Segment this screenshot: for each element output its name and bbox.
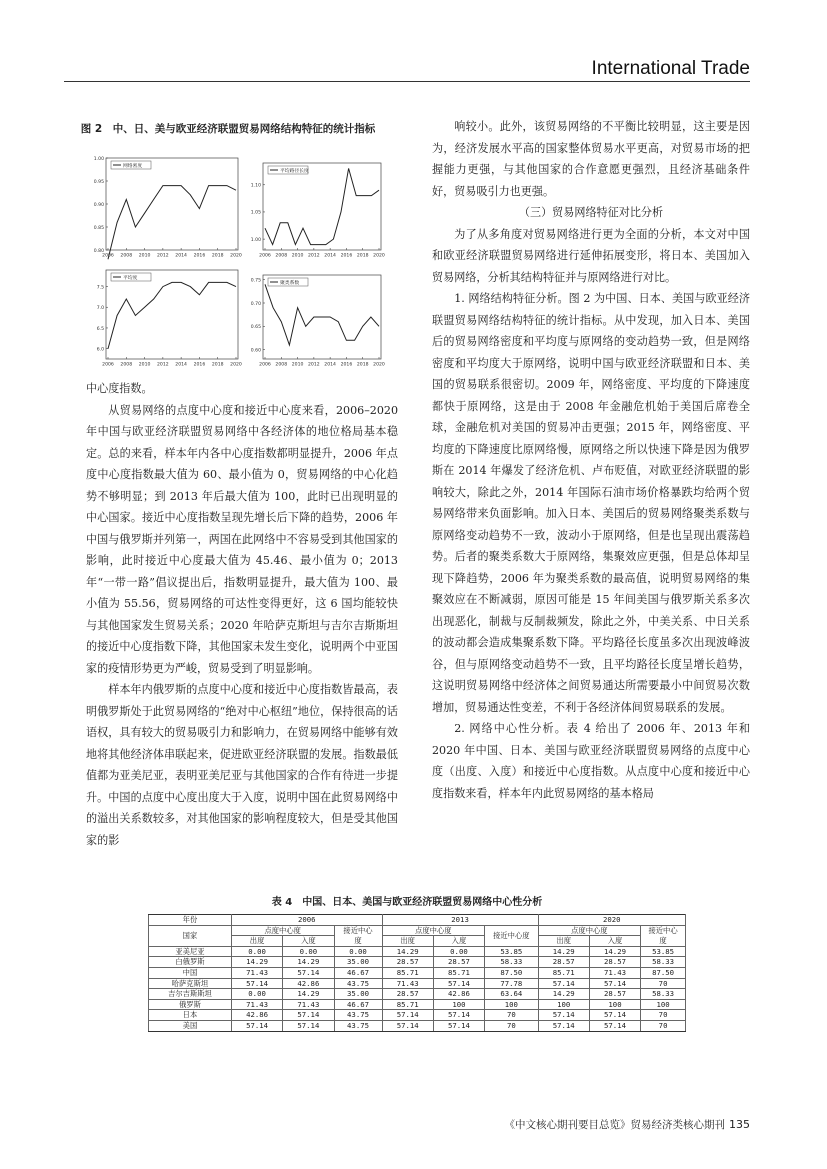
table-row: [149, 1020, 686, 1031]
table-year-row: [149, 915, 686, 926]
value-cell: 71.43: [231, 967, 282, 978]
value-cell: 87.50: [641, 967, 686, 978]
value-cell: 28.57: [382, 989, 433, 1000]
legend-label: 平均度: [123, 276, 138, 281]
country-cell: 日本: [149, 1010, 232, 1021]
y-tick-label: 1.10: [250, 183, 261, 189]
value-cell: 85.71: [433, 967, 484, 978]
y-tick-label: 1.05: [250, 210, 261, 216]
y-tick-label: 0.90: [93, 202, 104, 208]
centrality-table: [148, 914, 686, 1032]
x-tick-label: 2018: [356, 362, 369, 368]
value-cell: 100: [433, 999, 484, 1010]
left-paragraph-1: 中心度指数。: [86, 382, 153, 395]
x-tick-label: 2020: [373, 253, 385, 259]
value-cell: 14.29: [589, 946, 640, 957]
x-tick-label: 2008: [120, 253, 133, 259]
closeness-header-2013-text: 接近中心度: [493, 930, 530, 940]
out-degree-header: 出度: [382, 936, 433, 947]
value-cell: 57.14: [231, 978, 282, 989]
table-row: [149, 957, 686, 968]
value-cell: 0.00: [231, 989, 282, 1000]
value-cell: 57.14: [283, 1020, 334, 1031]
x-tick-label: 2020: [373, 362, 385, 368]
year-cell-2020: 2020: [538, 915, 685, 926]
right-paragraph-3: 1. 网络结构特征分析。图 2 为中国、日本、美国与欧亚经济联盟贸易网络结构特征的统计指标。从中发现，加入日本、美国后的贸易网络密度和平均度与原网络的变动趋势一致，但是网络密度和平均度大于原网络，说明中国与欧亚经济联盟和日本、美国的贸易联系很密切。2009 年，网络密度、平均度的下降速度都快于原网络，这是由于 2008 年金融危机始于美国后席卷全球，金融危机对美国的贸易冲击更强；2015 年，网络密度、平均度的下降速度比原网络慢，原网络之所以快速下降是因为俄罗斯在 2014 年爆发了经济危机、卢布贬值，对欧亚经济联盟的影响较大，除此之外，2014 年国际石油市场价格暴跌均给两个贸易网络带来负面影响。加入日本、美国后的贸易网络聚类系数与原网络变动趋势不一致，波动小于原网络，但是也呈现出震荡趋势。后者的聚类系数大于原网络，集聚效应更强，但是总体却呈现下降趋势，2006 年为聚类系数的最高值，说明贸易网络的集聚效应在不断减弱，原因可能是 15 年间美国与俄罗斯关系多次出现恶化，制裁与反制裁频发，除此之外，中美关系、中日关系的波动都会造成集聚系数下降。平均路径长度虽多次出现波峰波谷，但与原网络变动趋势不一致，且平均路径长度呈增长趋势，这说明贸易网络中经济体之间贸易通达所需要最小中间贸易次数增加，贸易通达性变差，不利于各经济体间贸易联系的发展。: [432, 292, 750, 714]
in-degree-header: 入度: [589, 936, 640, 947]
table-row: [149, 999, 686, 1010]
value-cell: 57.14: [283, 1010, 334, 1021]
country-cell: 美国: [149, 1020, 232, 1031]
x-tick-label: 2014: [175, 253, 187, 259]
in-degree-header: 入度: [283, 936, 334, 947]
chart-average-path-length-svg: [243, 159, 385, 261]
y-tick-label: 7.5: [96, 285, 104, 291]
country-cell: 吉尔吉斯斯坦: [149, 989, 232, 1000]
x-tick-label: 2010: [138, 362, 151, 368]
value-cell: 14.29: [231, 957, 282, 968]
year-label-cell: 年份: [149, 915, 232, 926]
y-tick-label: 0.60: [250, 348, 261, 354]
y-tick-label: 1.00: [93, 156, 104, 162]
journal-section-title: International Trade: [591, 58, 750, 79]
closeness-header-2013: [485, 925, 538, 946]
value-cell: 28.57: [589, 989, 640, 1000]
header-rule: [64, 81, 750, 82]
x-tick-label: 2020: [230, 362, 242, 368]
plot-frame: [106, 270, 238, 359]
value-cell: 28.57: [538, 957, 589, 968]
x-tick-label: 2006: [102, 253, 114, 259]
chart-average-degree: [86, 266, 242, 370]
left-paragraph-2: 从贸易网络的点度中心度和接近中心度来看，2006–2020 年中国与欧亚经济联盟贸易网络中各经济体的地位格局基本稳定。总的来看，样本年内各中心度指数都明显提升，2006 年点度中心度指数最大值为 60、最小值为 0，贸易网络的中心化趋势不够明显；到 2013 年后最大值为 100，此时已出现明显的中心国家。接近中心度指数呈现先增长后下降的趋势，2006 年中国与俄罗斯并列第一，两国在此网络中不容易受到其他国家的影响，此时接近中心度最大值为 45.46、最小值为 0；2013 年“一带一路”倡议提出后，指数明显提升，最大值为 100、最小值为 55.56，贸易网络的可达性变得更好，这 6 国均能较快与其他国家发生贸易关系；2020 年哈萨克斯坦与吉尔吉斯斯坦的接近中心度指数下降，其他国家未发生变化，说明两个中亚国家的疫情形势更为严峻，贸易受到了明显影响。: [86, 403, 398, 675]
value-cell: 46.67: [334, 967, 382, 978]
value-cell: 70: [641, 1020, 686, 1031]
country-cell: 哈萨克斯坦: [149, 978, 232, 989]
value-cell: 85.71: [538, 967, 589, 978]
y-tick-label: 6.0: [96, 347, 104, 353]
value-cell: 57.14: [538, 978, 589, 989]
value-cell: 57.14: [589, 1020, 640, 1031]
value-cell: 85.71: [382, 999, 433, 1010]
series-line: [108, 282, 236, 348]
degree-header-2020: 点度中心度: [538, 925, 641, 936]
value-cell: 57.14: [538, 1010, 589, 1021]
value-cell: 43.75: [334, 1010, 382, 1021]
x-tick-label: 2006: [259, 362, 271, 368]
chart-clustering-coefficient-svg: [243, 271, 385, 370]
value-cell: 53.85: [485, 946, 538, 957]
value-cell: 100: [589, 999, 640, 1010]
section-heading: （三）贸易网络特征对比分析: [518, 206, 664, 219]
closeness-header-2020-text: 接近中心度: [648, 926, 678, 945]
value-cell: 0.00: [231, 946, 282, 957]
x-tick-label: 2018: [356, 253, 369, 259]
y-tick-label: 0.95: [93, 179, 104, 185]
x-tick-label: 2012: [308, 253, 320, 259]
value-cell: 71.43: [231, 999, 282, 1010]
x-tick-label: 2008: [120, 362, 133, 368]
country-cell: 中国: [149, 967, 232, 978]
value-cell: 58.33: [641, 989, 686, 1000]
y-tick-label: 0.85: [93, 225, 104, 231]
closeness-header-2006: [334, 925, 382, 946]
out-degree-header: 出度: [231, 936, 282, 947]
value-cell: 28.57: [589, 957, 640, 968]
value-cell: 71.43: [283, 999, 334, 1010]
x-tick-label: 2016: [340, 362, 353, 368]
x-tick-label: 2008: [275, 253, 288, 259]
year-cell-2006: 2006: [231, 915, 382, 926]
x-tick-label: 2006: [259, 253, 271, 259]
table-body: [149, 946, 686, 1031]
table-title: 表 4 中国、日本、美国与欧亚经济联盟贸易网络中心性分析: [271, 897, 543, 908]
value-cell: 63.64: [485, 989, 538, 1000]
x-tick-label: 2014: [324, 362, 336, 368]
figure-title: 图 2 中、日、美与欧亚经济联盟贸易网络结构特征的统计指标: [80, 123, 376, 135]
series-line: [108, 186, 236, 260]
value-cell: 70: [641, 1010, 686, 1021]
value-cell: 42.86: [433, 989, 484, 1000]
value-cell: 14.29: [283, 957, 334, 968]
value-cell: 71.43: [382, 978, 433, 989]
table-row: [149, 978, 686, 989]
right-paragraph-2: 为了从多角度对贸易网络进行更为全面的分析，本文对中国和欧亚经济联盟贸易网络进行延伸拓展变形，将日本、美国加入贸易网络，分析其结构特征并与原网络进行对比。: [432, 227, 750, 284]
right-paragraph-1: 响较小。此外，该贸易网络的不平衡比较明显，这主要是因为，经济发展水平高的国家整体贸易水平更高，对贸易市场的把握能力更强，与其他国家的合作意愿更强烈，且经济基础条件好，贸易吸引力也更强。: [432, 120, 750, 198]
value-cell: 77.78: [485, 978, 538, 989]
closeness-header-2006-text: 接近中心度: [343, 926, 373, 945]
chart-clustering-coefficient: [243, 271, 385, 370]
x-tick-label: 2016: [193, 253, 206, 259]
x-tick-label: 2012: [308, 362, 320, 368]
y-tick-label: 6.5: [96, 326, 104, 332]
degree-header-2013: 点度中心度: [382, 925, 485, 936]
value-cell: 100: [641, 999, 686, 1010]
x-tick-label: 2010: [291, 362, 304, 368]
table-row: [149, 946, 686, 957]
x-tick-label: 2018: [211, 362, 224, 368]
value-cell: 46.67: [334, 999, 382, 1010]
chart-average-degree-svg: [86, 266, 242, 370]
value-cell: 58.33: [485, 957, 538, 968]
value-cell: 14.29: [382, 946, 433, 957]
value-cell: 100: [538, 999, 589, 1010]
value-cell: 0.00: [334, 946, 382, 957]
value-cell: 57.14: [283, 967, 334, 978]
value-cell: 57.14: [589, 1010, 640, 1021]
value-cell: 14.29: [538, 946, 589, 957]
y-tick-label: 0.75: [250, 278, 261, 284]
value-cell: 71.43: [589, 967, 640, 978]
value-cell: 28.57: [433, 957, 484, 968]
page-header: [64, 56, 750, 82]
x-tick-label: 2014: [175, 362, 187, 368]
chart-network-density-svg: [86, 154, 242, 261]
chart-average-path-length: [243, 159, 385, 261]
legend-label: 网络密度: [123, 164, 143, 169]
x-tick-label: 2010: [138, 253, 151, 259]
value-cell: 85.71: [382, 967, 433, 978]
value-cell: 57.14: [538, 1020, 589, 1031]
year-cell-2013: 2013: [382, 915, 538, 926]
page-footer: [505, 1117, 751, 1132]
x-tick-label: 2016: [193, 362, 206, 368]
value-cell: 57.14: [433, 1010, 484, 1021]
value-cell: 70: [641, 978, 686, 989]
legend-label: 平均路径长度: [280, 169, 309, 174]
y-tick-label: 0.65: [250, 325, 261, 331]
y-tick-label: 0.70: [250, 301, 261, 307]
value-cell: 57.14: [382, 1010, 433, 1021]
y-tick-label: 1.00: [250, 237, 261, 243]
series-line: [265, 168, 379, 244]
value-cell: 70: [485, 1010, 538, 1021]
x-tick-label: 2010: [291, 253, 304, 259]
value-cell: 14.29: [538, 989, 589, 1000]
degree-header-2006: 点度中心度: [231, 925, 334, 936]
out-degree-header: 出度: [538, 936, 589, 947]
right-paragraph-4: 2. 网络中心性分析。表 4 给出了 2006 年、2013 年和 2020 年中国、日本、美国与欧亚经济联盟贸易网络的点度中心度（出度、入度）和接近中心度指数。从点度中心度和接近中心度指数来看，样本年内此贸易网络的基本格局: [432, 722, 750, 800]
value-cell: 70: [485, 1020, 538, 1031]
legend-label: 聚类系数: [280, 281, 300, 286]
right-column: [432, 116, 750, 804]
x-tick-label: 2014: [324, 253, 336, 259]
x-tick-label: 2008: [275, 362, 288, 368]
footer-text: 《中文核心期刊要目总览》贸易经济类核心期刊: [504, 1119, 725, 1131]
plot-frame: [263, 163, 381, 250]
table-row: [149, 1010, 686, 1021]
country-cell: 俄罗斯: [149, 999, 232, 1010]
x-tick-label: 2020: [230, 253, 242, 259]
x-tick-label: 2016: [340, 253, 353, 259]
value-cell: 43.75: [334, 1020, 382, 1031]
chart-network-density: [86, 154, 242, 261]
value-cell: 57.14: [589, 978, 640, 989]
value-cell: 87.50: [485, 967, 538, 978]
x-tick-label: 2006: [102, 362, 114, 368]
value-cell: 14.29: [283, 989, 334, 1000]
value-cell: 42.86: [231, 1010, 282, 1021]
table-row: [149, 967, 686, 978]
page-number: 135: [729, 1118, 750, 1131]
series-line: [265, 284, 379, 345]
value-cell: 0.00: [283, 946, 334, 957]
value-cell: 58.33: [641, 957, 686, 968]
closeness-header-2020: [641, 925, 686, 946]
value-cell: 35.00: [334, 957, 382, 968]
value-cell: 0.00: [433, 946, 484, 957]
value-cell: 43.75: [334, 978, 382, 989]
x-tick-label: 2012: [157, 362, 169, 368]
table-row: [149, 989, 686, 1000]
value-cell: 57.14: [433, 978, 484, 989]
value-cell: 57.14: [231, 1020, 282, 1031]
value-cell: 35.00: [334, 989, 382, 1000]
in-degree-header: 入度: [433, 936, 484, 947]
value-cell: 57.14: [433, 1020, 484, 1031]
y-tick-label: 0.80: [93, 248, 104, 254]
left-column: [86, 378, 398, 851]
plot-frame: [106, 158, 238, 250]
x-tick-label: 2018: [211, 253, 224, 259]
value-cell: 57.14: [382, 1020, 433, 1031]
value-cell: 53.85: [641, 946, 686, 957]
value-cell: 100: [485, 999, 538, 1010]
left-paragraph-3: 样本年内俄罗斯的点度中心度和接近中心度指数皆最高，表明俄罗斯处于此贸易网络的“绝对中心枢纽”地位，保持很高的话语权，具有较大的贸易吸引力和影响力，在贸易网络中能够有效地将其他经济体串联起来，促进欧亚经济联盟的发展。指数最低值都为亚美尼亚，表明亚美尼亚与其他国家的合作有待进一步提升。中国的点度中心度出度大于入度，说明中国在此贸易网络中的溢出关系数较多，对其他国家的影响程度较大，但是受其他国家的影: [86, 683, 398, 847]
table-metric-row: [149, 925, 686, 936]
country-cell: 亚美尼亚: [149, 946, 232, 957]
value-cell: 42.86: [283, 978, 334, 989]
y-tick-label: 7.0: [96, 306, 104, 312]
value-cell: 28.57: [382, 957, 433, 968]
country-label-cell: 国家: [149, 925, 232, 946]
country-cell: 白俄罗斯: [149, 957, 232, 968]
x-tick-label: 2012: [157, 253, 169, 259]
